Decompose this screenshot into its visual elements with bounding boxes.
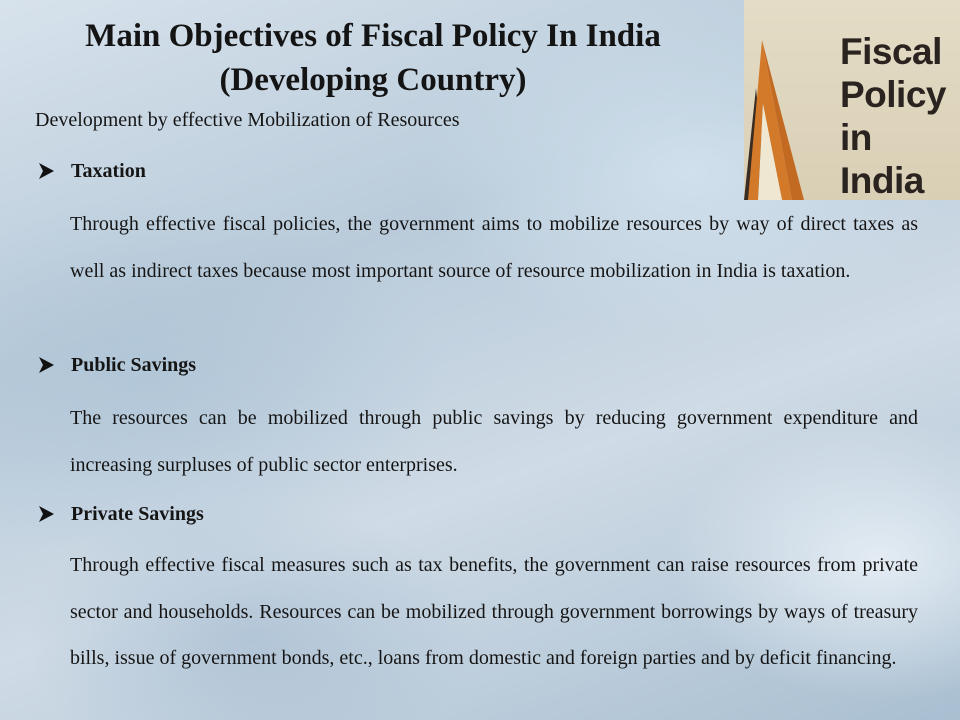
title-line-1: Main Objectives of Fiscal Policy In India bbox=[85, 18, 661, 54]
arrow-bullet-icon bbox=[37, 505, 55, 523]
public-savings-paragraph: The resources can be mobilized through public savings by reducing government expenditure and increasing surpluses of public sector enterprises. bbox=[70, 407, 918, 476]
cover-line: Policy bbox=[840, 74, 946, 115]
slide-title bbox=[20, 14, 726, 102]
bullet-label: Taxation bbox=[71, 160, 146, 182]
cover-line: Fiscal bbox=[840, 31, 942, 72]
intro-text: Development by effective Mobilization of Resources bbox=[35, 109, 460, 131]
book-cover-image bbox=[744, 0, 960, 200]
bullet-label: Public Savings bbox=[71, 354, 197, 376]
bullet-private-savings bbox=[37, 500, 204, 528]
arrow-bullet-icon bbox=[37, 162, 55, 180]
title-line-2: (Developing Country) bbox=[219, 62, 527, 98]
cover-line: in bbox=[840, 117, 872, 158]
bullet-taxation bbox=[37, 157, 146, 185]
bullet-label: Private Savings bbox=[71, 503, 204, 525]
arrow-bullet-icon bbox=[37, 356, 55, 374]
book-cover-title bbox=[840, 30, 946, 200]
bullet-public-savings bbox=[37, 351, 196, 379]
cover-line: India bbox=[840, 160, 924, 200]
taxation-paragraph: Through effective fiscal policies, the government aims to mobilize resources by way of direct taxes as well as indirect taxes because most important source of resource mobilization in India is taxation. bbox=[70, 213, 918, 282]
private-savings-paragraph: Through effective fiscal measures such as tax benefits, the government can raise resources from private sector and households. Resources can be mobilized through government borrowings by ways of treasury bills, issue of government bonds, etc., loans from domestic and foreign parties and by deficit financing. bbox=[70, 554, 918, 669]
